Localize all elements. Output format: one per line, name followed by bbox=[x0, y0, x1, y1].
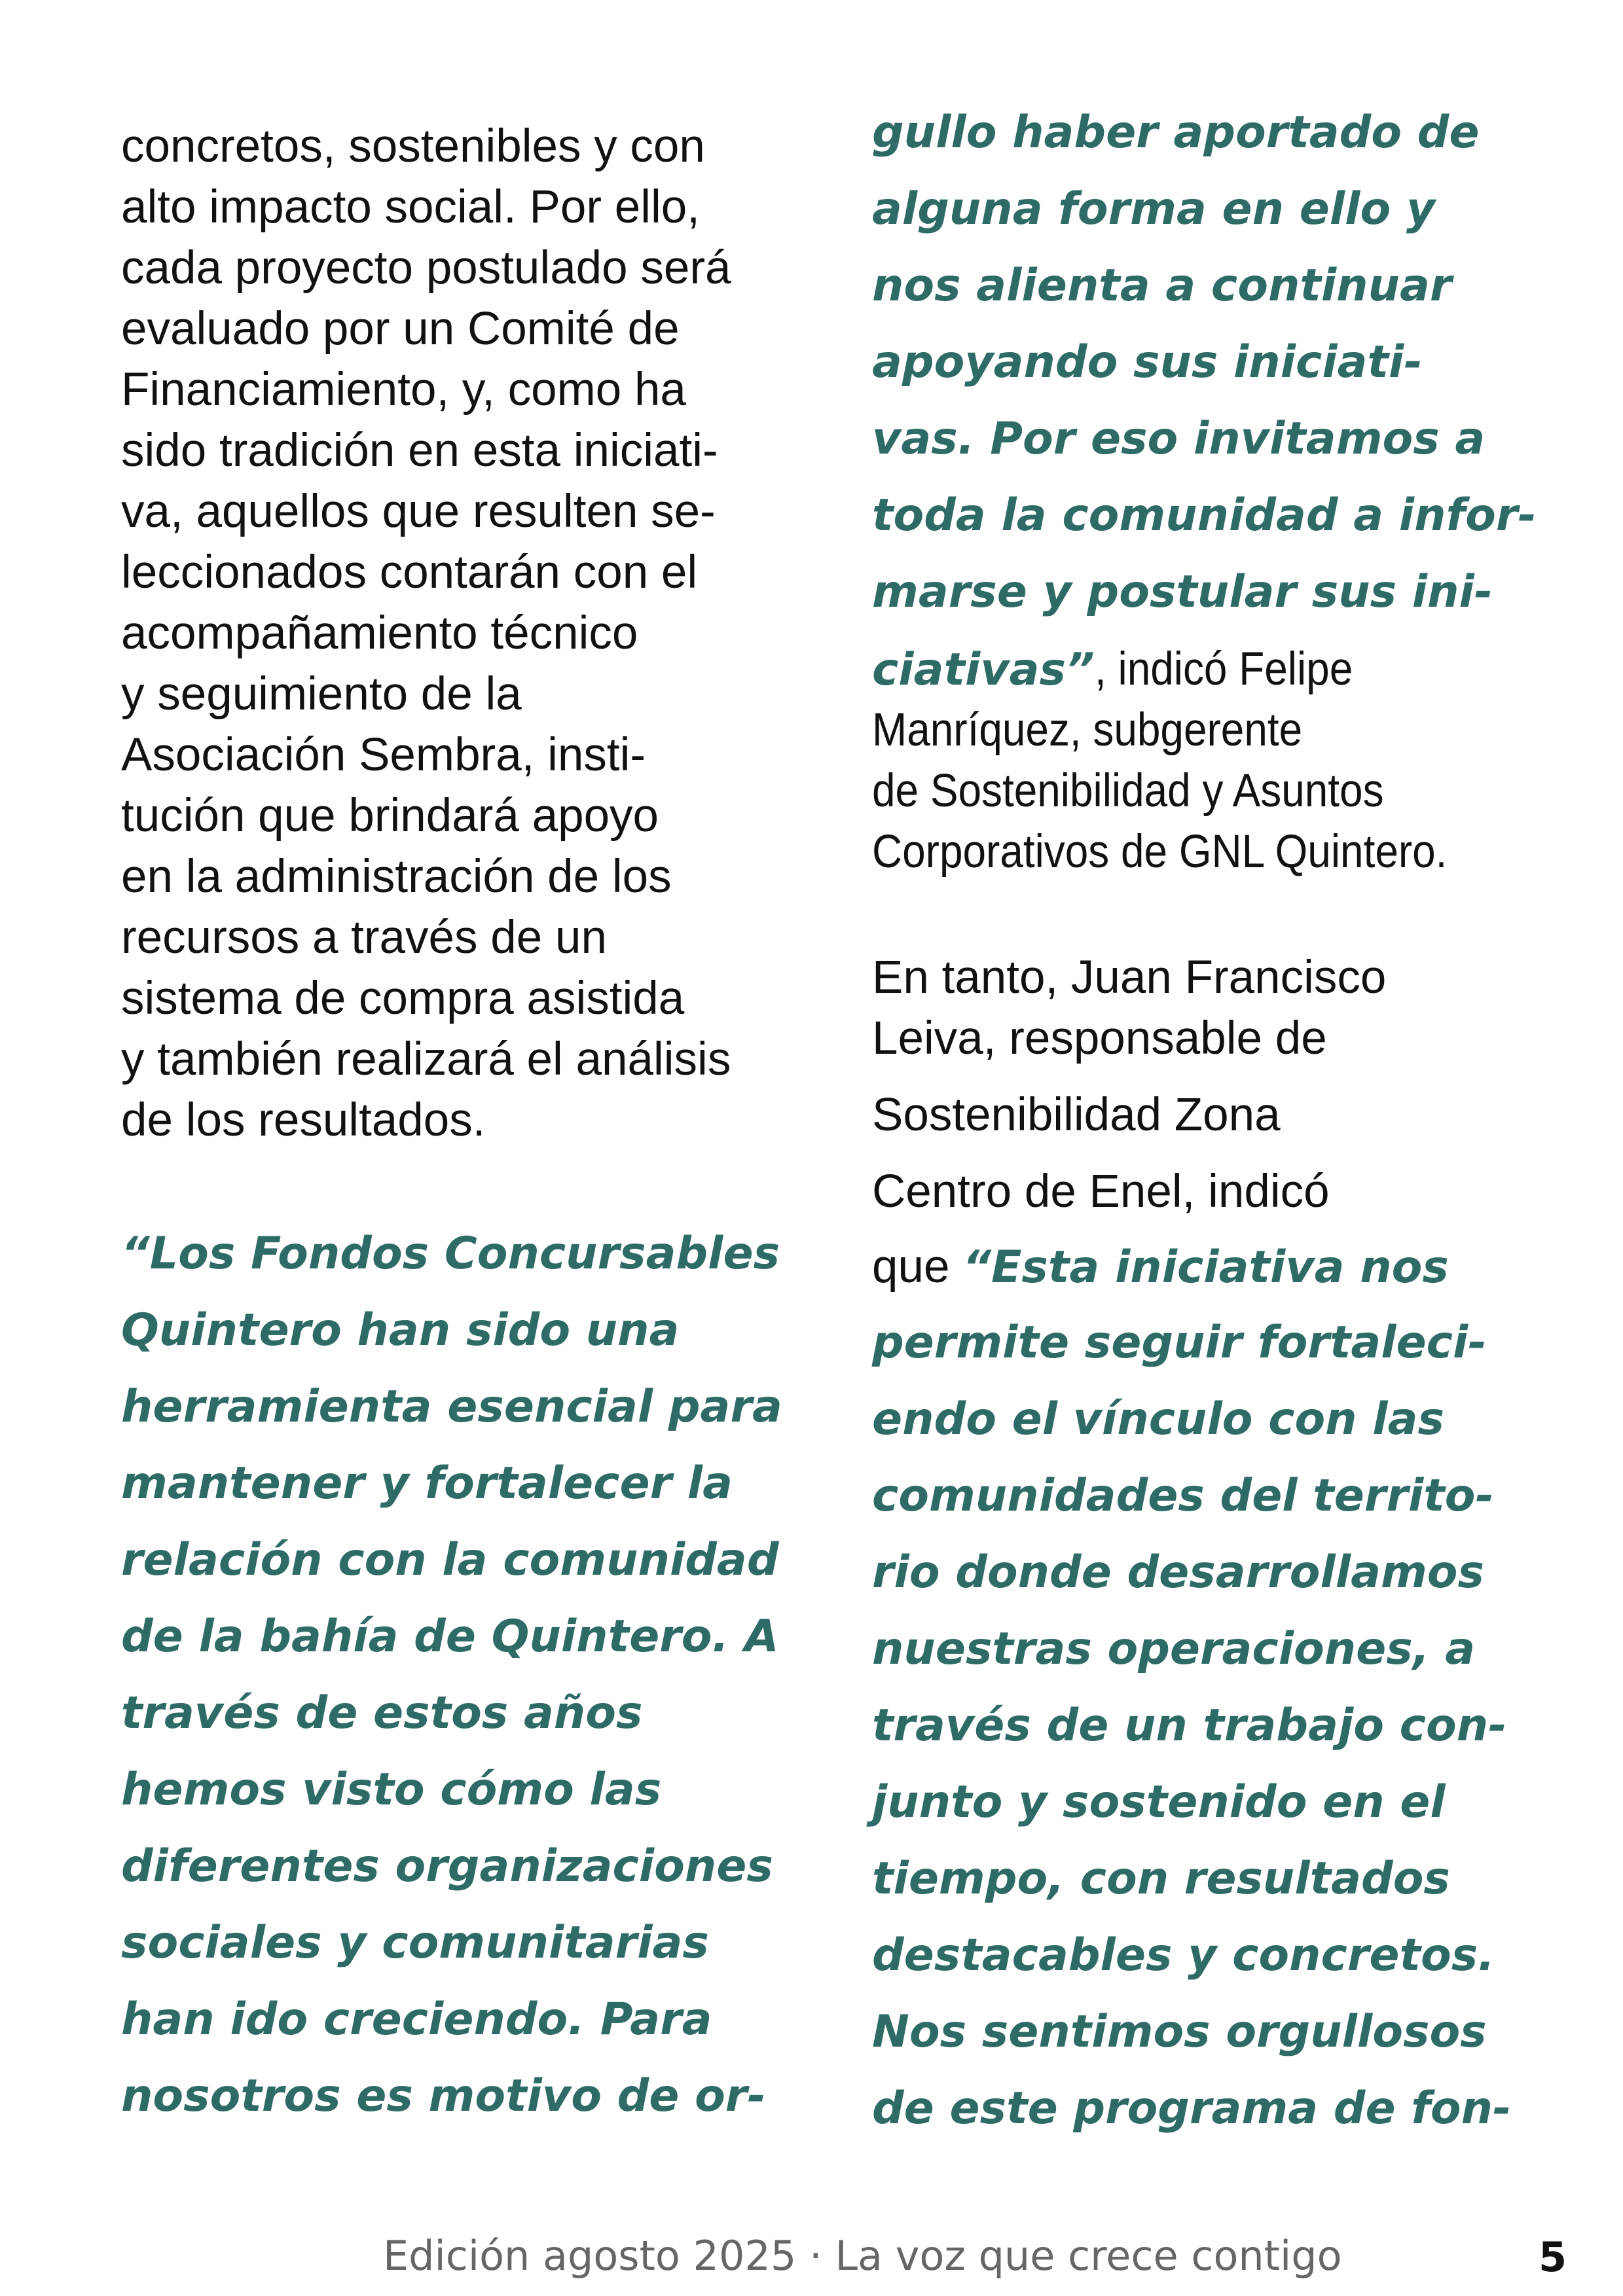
body-line: En tanto, Juan Francisco bbox=[872, 952, 1387, 1003]
quote-line: rio donde desarrollamos bbox=[872, 1547, 1484, 1598]
quote-line: Quintero han sido una bbox=[121, 1304, 680, 1356]
body-line: cada proyecto postulado será bbox=[121, 242, 731, 294]
page-number: 5 bbox=[1539, 2233, 1567, 2281]
attribution-line-wrap bbox=[872, 764, 1440, 817]
quote-line: Nos sentimos orgullosos bbox=[872, 2006, 1487, 2058]
body-line: y también realizará el análisis bbox=[121, 1033, 731, 1085]
quote-line: hemos visto cómo las bbox=[121, 1764, 662, 1816]
quote-line: relación con la comunidad bbox=[121, 1534, 779, 1586]
body-line: acompañamiento técnico bbox=[121, 607, 638, 659]
quote-line: toda la comunidad a infor- bbox=[872, 490, 1537, 541]
attribution-line: de Sostenibilidad y Asuntos bbox=[872, 765, 1384, 817]
body-line: y seguimiento de la bbox=[121, 668, 522, 720]
quote-line: nos alienta a continuar bbox=[872, 260, 1452, 312]
quote2-first: “Esta iniciativa nos bbox=[962, 1242, 1449, 1293]
body-line: va, aquellos que resulten se- bbox=[121, 486, 716, 537]
body-line: sido tradición en esta iniciati- bbox=[121, 425, 718, 476]
body-line: leccionados contarán con el bbox=[121, 547, 698, 598]
footer-edition: Edición agosto 2025 · La voz que crece contigo bbox=[383, 2232, 1342, 2280]
body-line: concretos, sostenibles y con bbox=[121, 120, 705, 172]
attribution-mixed-line bbox=[872, 643, 1381, 696]
body-line: evaluado por un Comité de bbox=[121, 303, 680, 355]
attribution-line: Corporativos de GNL Quintero. bbox=[872, 826, 1448, 878]
mixed-line bbox=[872, 1240, 1449, 1293]
body-line: alto impacto social. Por ello, bbox=[121, 181, 700, 233]
quote-line: través de un trabajo con- bbox=[872, 1700, 1507, 1751]
quote-line: través de estos años bbox=[121, 1687, 643, 1739]
quote-line: alguna forma en ello y bbox=[872, 183, 1436, 235]
body-line: Leiva, responsable de bbox=[872, 1013, 1327, 1064]
attribution-line-wrap bbox=[872, 825, 1511, 878]
quote-line: apoyando sus iniciati- bbox=[872, 336, 1423, 388]
quote-end: ciativas” bbox=[872, 644, 1095, 696]
quote-line: herramienta esencial para bbox=[121, 1381, 782, 1433]
body-line: Sostenibilidad Zona bbox=[872, 1089, 1281, 1141]
attribution-inline: , indicó Felipe bbox=[1094, 643, 1353, 695]
body-line: Financiamiento, y, como ha bbox=[121, 364, 686, 416]
quote-line: “Los Fondos Concursables bbox=[121, 1228, 780, 1280]
quote-line: comunidades del territo- bbox=[872, 1470, 1494, 1522]
quote-line: diferentes organizaciones bbox=[121, 1840, 773, 1892]
quote-line: nuestras operaciones, a bbox=[872, 1623, 1476, 1675]
quote-line: sociales y comunitarias bbox=[121, 1917, 709, 1969]
body-line: en la administración de los bbox=[121, 851, 672, 903]
quote-line: gullo haber aportado de bbox=[872, 107, 1480, 158]
quote-line: permite seguir fortaleci- bbox=[872, 1317, 1487, 1369]
body-line: sistema de compra asistida bbox=[121, 973, 685, 1024]
body-line: Asociación Sembra, insti- bbox=[121, 729, 646, 781]
quote-line: marse y postular sus ini- bbox=[872, 566, 1493, 618]
body-line: de los resultados. bbox=[121, 1094, 486, 1146]
quote-line: endo el vínculo con las bbox=[872, 1393, 1444, 1445]
paragraph-lead: que bbox=[872, 1241, 963, 1293]
quote-line: junto y sostenido en el bbox=[872, 1776, 1446, 1828]
attribution-line-wrap bbox=[872, 704, 1350, 757]
body-line: Centro de Enel, indicó bbox=[872, 1166, 1330, 1217]
quote-line: tiempo, con resultados bbox=[872, 1853, 1450, 1905]
quote-line: de este programa de fon- bbox=[872, 2083, 1512, 2134]
quote-line: de la bahía de Quintero. A bbox=[121, 1611, 779, 1662]
quote-line: mantener y fortalecer la bbox=[121, 1458, 733, 1509]
quote-line: nosotros es motivo de or- bbox=[121, 2070, 766, 2122]
body-line: tución que brindará apoyo bbox=[121, 790, 659, 842]
quote-line: han ido creciendo. Para bbox=[121, 1994, 712, 2045]
quote-line: vas. Por eso invitamos a bbox=[872, 413, 1486, 465]
body-line: recursos a través de un bbox=[121, 912, 607, 963]
attribution-line: Manríquez, subgerente bbox=[872, 704, 1303, 756]
quote-line: destacables y concretos. bbox=[872, 1929, 1495, 1981]
